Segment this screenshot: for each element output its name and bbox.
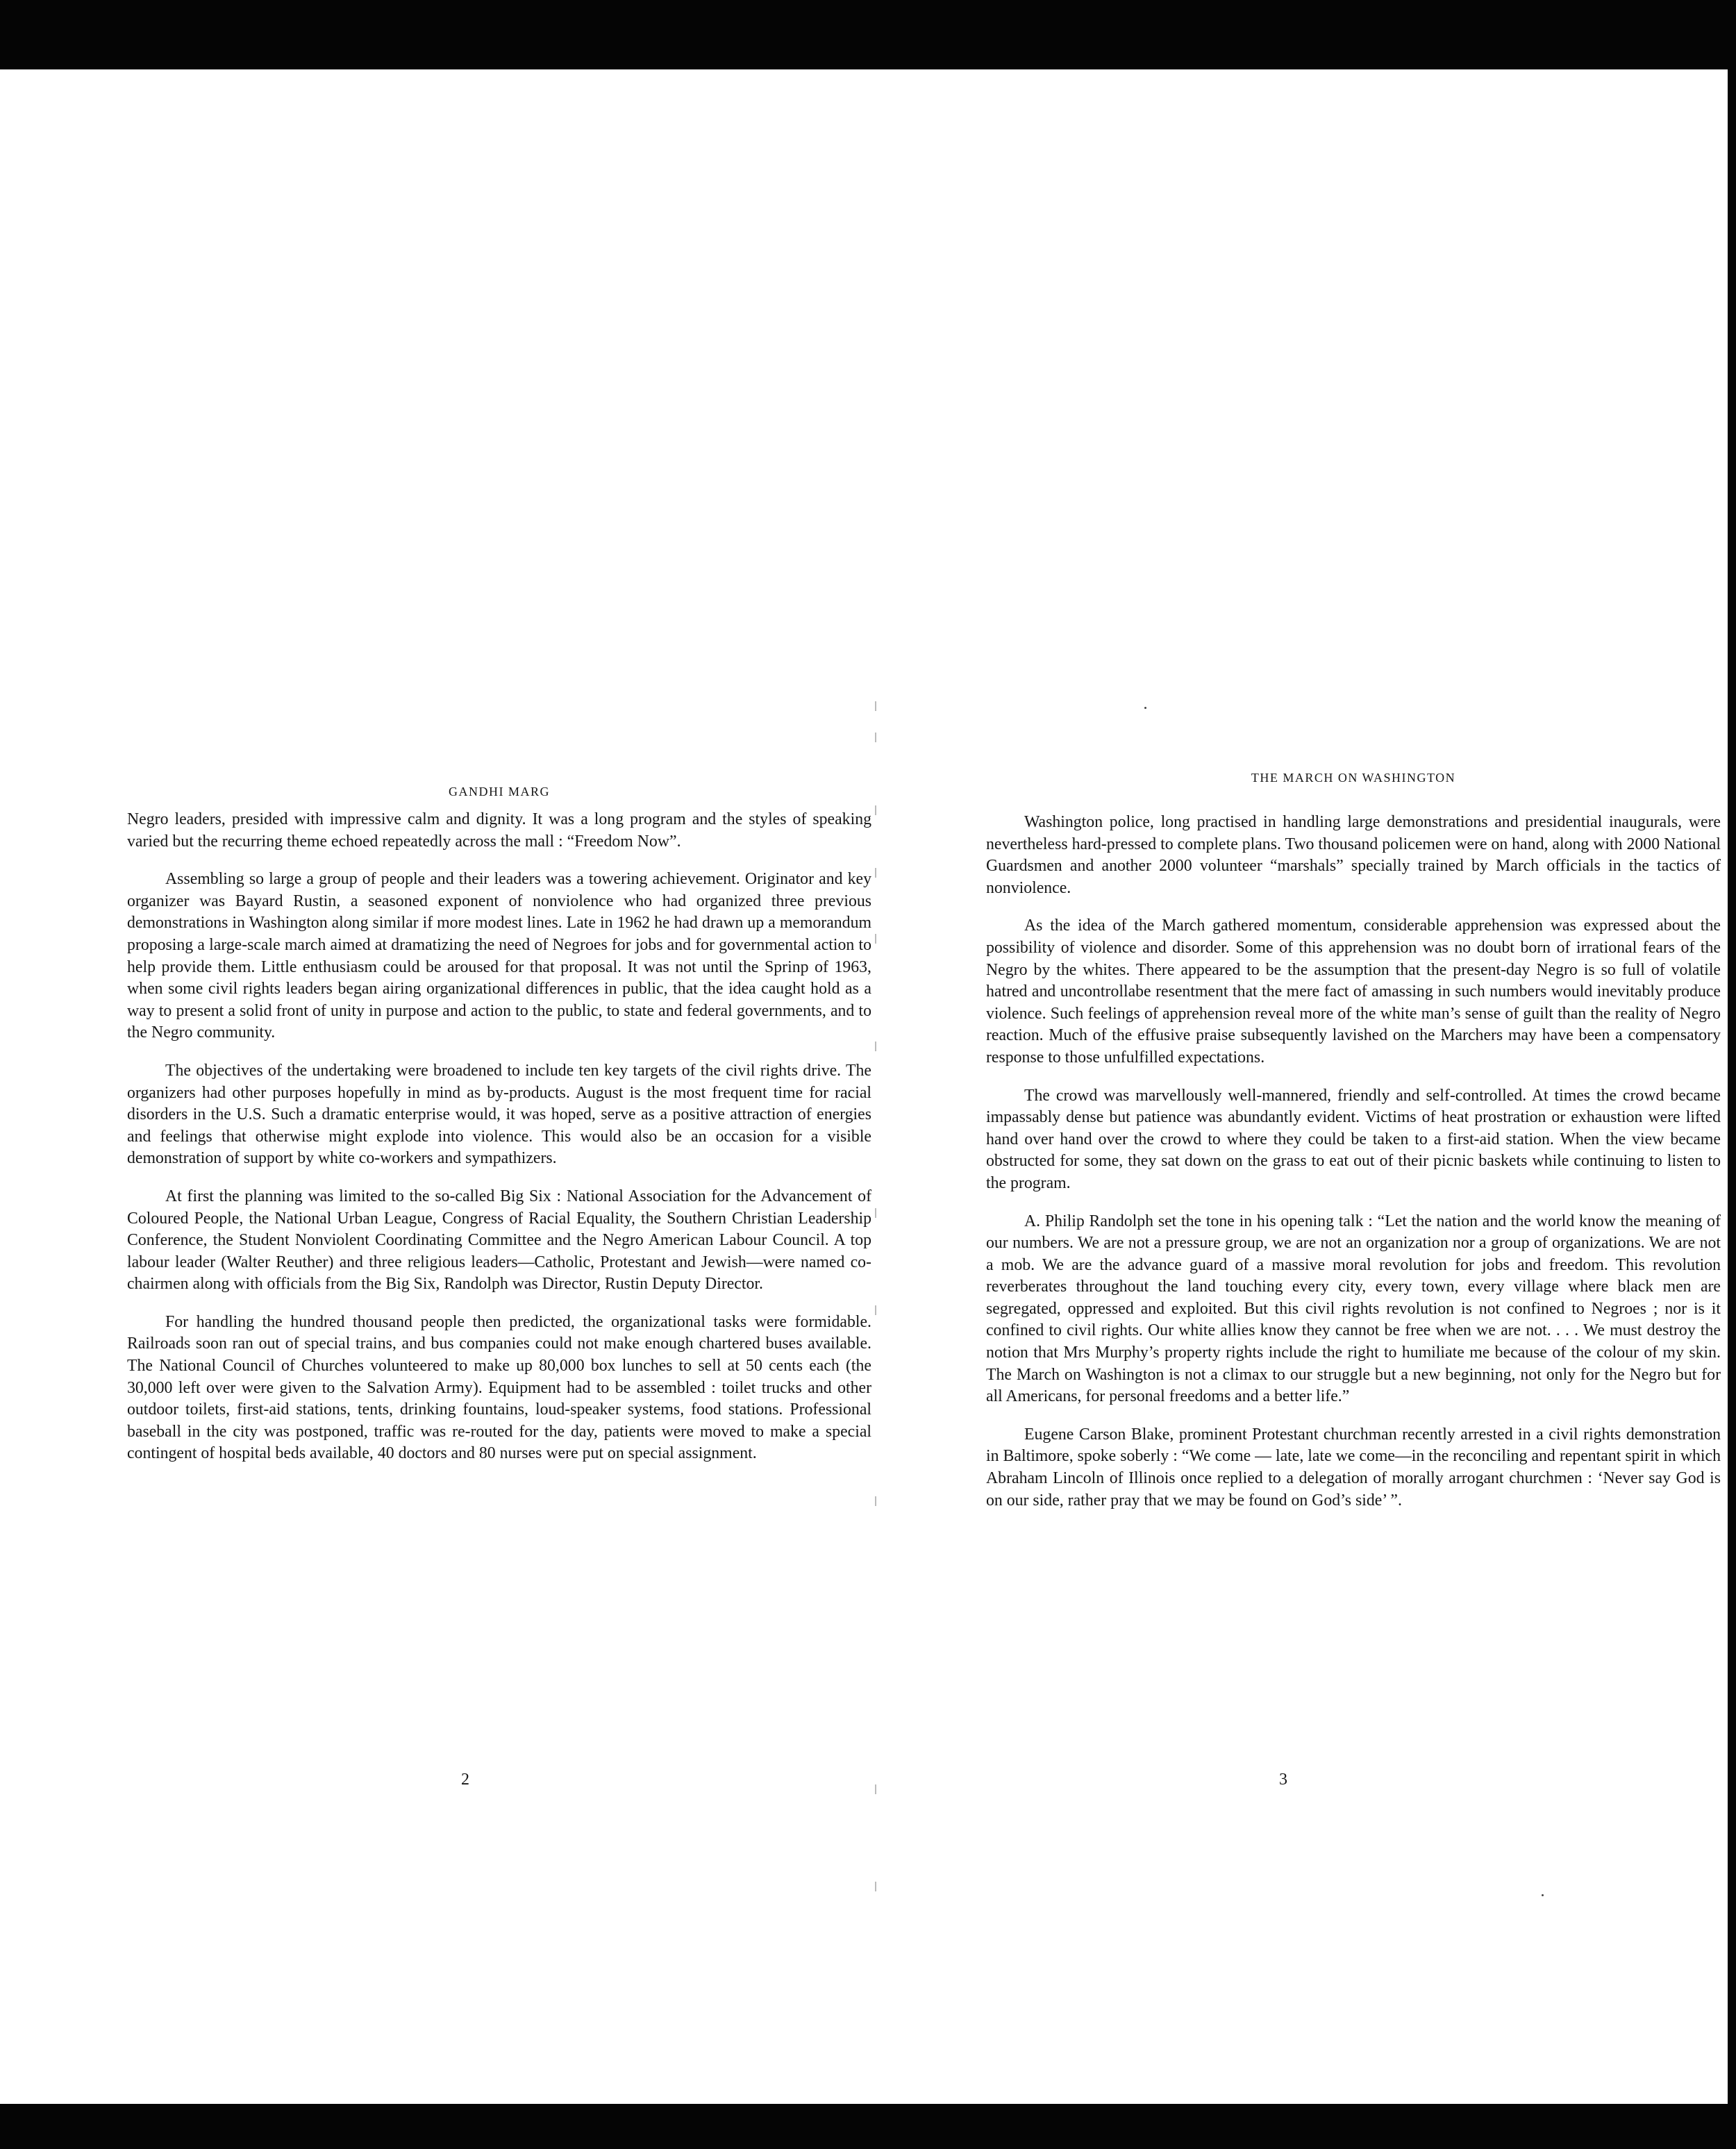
left-paragraph-3: The objectives of the undertaking were broadened to include ten key targets of the civil rights drive. The organizers had other purposes hopefully in mind as by-products. August is the most frequent time for racial disorders in the U.S. Such a dramatic enterprise would, it was hoped, serve as a positive attraction of energies and feelings that otherwise might explode into violence. This would also be an occasion for a visible demonstration of support by white co-workers and sympathizers. — [127, 1061, 871, 1168]
gutter-mark — [875, 934, 876, 944]
gutter-mark — [875, 1042, 876, 1051]
right-paragraph-3: The crowd was marvellously well-mannered, friendly and self-controlled. At times the crowd became impassably dense but patience was abundantly evident. Victims of heat prostration or exhaustion were lifted hand over hand over the crowd to where they could be taken to a first-aid station. When the view became obstructed for some, they sat down on the grass to eat out of their picnic baskets while continuing to listen to the program. — [986, 1086, 1721, 1192]
gutter-mark — [875, 1784, 876, 1794]
gutter-mark — [875, 805, 876, 815]
gutter-mark — [875, 1305, 876, 1315]
gutter-mark — [875, 1208, 876, 1218]
left-page-column — [127, 781, 871, 1465]
right-paragraph-5: Eugene Carson Blake, prominent Protestant churchman recently arrested in a civil rights demonstration in Baltimore, spoke soberly : “We come — late, late we come—in the reconciling and repentant spirit in which Abraham Lincoln of Illinois once replied to a delegation of morally arrogant churchmen : ‘Never say God is on our side, rather pray that we may be found on God’s side’ ”. — [986, 1425, 1721, 1510]
left-page-number: 2 — [461, 1771, 469, 1789]
left-paragraph-4: At first the planning was limited to the so-called Big Six : National Association for the Advancement of Coloured People, the National Urban League, Congress of Racial Equality, the Southern Christian Leadership Conference, the Student Nonviolent Coordinating Committee and the Negro American Labour Council. A top labour leader (Walter Reuther) and three religious leaders—Catholic, Protestant and Jewish—were named co-chairmen along with officials from the Big Six, Randolph was Director, Rustin Deputy Director. — [127, 1187, 871, 1294]
gutter-mark — [875, 701, 876, 711]
scan-speck — [1542, 1894, 1544, 1896]
gutter-mark — [875, 1496, 876, 1506]
right-running-head: THE MARCH ON WASHINGTON — [1251, 771, 1456, 785]
left-paragraph-5: For handling the hundred thousand people then predicted, the organizational tasks were formidable. Railroads soon ran out of special trains, and bus companies could not make enough chartered buses available. The National Council of Churches volunteered to make up 80,000 box lunches to sell at 50 cents each (the 30,000 left over were given to the Salvation Army). Equipment had to be assembled : toilet trucks and other outdoor toilets, first-aid stations, tents, drinking fountains, loud-speaker systems, food stations. Professional baseball in the city was postponed, traffic was re-routed for the day, patients were moved to make a special contingent of hospital beds available, 40 doctors and 80 nurses were put on special assignment. — [127, 1312, 871, 1463]
right-page-number: 3 — [1279, 1771, 1287, 1789]
scan-right-border — [1728, 0, 1736, 2149]
scan-top-border — [0, 0, 1736, 69]
right-paragraph-1: Washington police, long practised in handling large demonstrations and presidential inaugurals, were nevertheless hard-pressed to complete plans. Two thousand policemen were on hand, along with 2000 National Guardsmen and another 2000 volunteer “marshals” specially trained by March officials in the tactics of nonviolence. — [986, 813, 1721, 897]
scan-speck — [1144, 707, 1146, 709]
left-running-head: GANDHI MARG — [449, 785, 550, 798]
left-paragraph-1: Negro leaders, presided with impressive calm and dignity. It was a long program and the styles of speaking varied but the recurring theme echoed repeatedly across the mall : “Freedom Now”. — [127, 810, 871, 851]
gutter-mark — [875, 733, 876, 742]
left-paragraph-2: Assembling so large a group of people and their leaders was a towering achievement. Originator and key organizer was Bayard Rustin, a seasoned exponent of nonviolence who had organized three previous demonstrations in Washington along similar if more modest lines. Late in 1962 he had drawn up a memorandum proposing a large-scale march aimed at dramatizing the need of Negroes for jobs and for governmental action to help provide them. Little enthusiasm could be aroused for that proposal. It was not until the Sprinp of 1963, when some civil rights leaders began airing organizational differences in public, that the idea caught hold as a way to present a solid front of unity in purpose and action to the public, to state and federal governments, and to the Negro community. — [127, 870, 871, 1042]
right-paragraph-2: As the idea of the March gathered momentum, considerable apprehension was expressed about the possibility of violence and disorder. Some of this apprehension was no doubt born of irrational fears of the Negro by the whites. There appeared to be the assumption that the present-day Negro is so full of volatile hatred and uncontrollabe resentment that the mere fact of amassing in such numbers would inevitably produce violence. Such feelings of apprehension reveal more of the white man’s sense of guilt than the reality of Negro reaction. Much of the effusive praise subsequently lavished on the Marchers may have been a compensatory response to those unfulfilled expectations. — [986, 917, 1721, 1067]
right-paragraph-4: A. Philip Randolph set the tone in his opening talk : “Let the nation and the world know the meaning of our numbers. We are not a pressure group, we are not an organization nor a group of organizations. We are not a mob. We are the advance guard of a massive moral revolution for jobs and freedom. This revolution reverberates throughout the land touching every city, every town, every village where black men are segregated, oppressed and exploited. But this civil rights revolution is not confined to Negroes ; nor is it confined to civil rights. Our white allies know they cannot be free when we are not. . . . We must destroy the notion that Mrs Murphy’s property rights include the right to humiliate me because of the colour of my skin. The March on Washington is not a climax to our struggle but a new beginning, not only for the Negro but for all Americans, for personal freedoms and a better life.” — [986, 1212, 1721, 1406]
gutter-mark — [875, 1882, 876, 1891]
gutter-mark — [875, 868, 876, 878]
right-page-column — [986, 767, 1721, 1512]
scan-bottom-border — [0, 2104, 1736, 2149]
